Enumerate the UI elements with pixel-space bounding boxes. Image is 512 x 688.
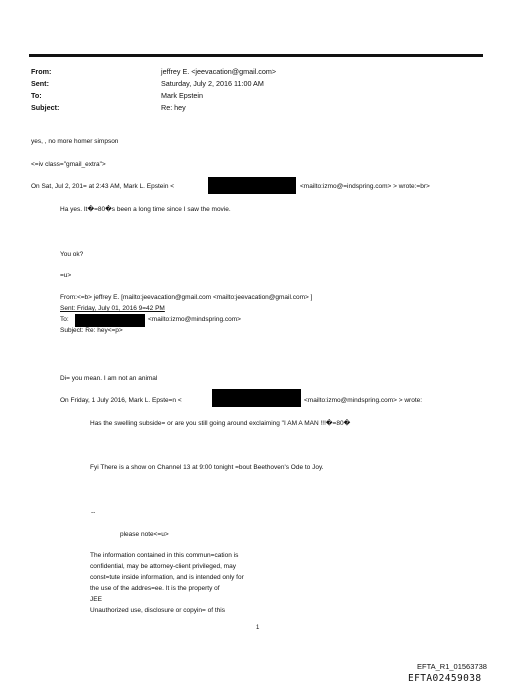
redaction-box-2 (75, 314, 145, 327)
quoted-line-animal: Di= you mean. I am not an animal (60, 375, 158, 382)
bates-ref-1: EFTA_R1_01563738 (417, 662, 487, 671)
redaction-box-3 (212, 389, 301, 407)
sent-label: Sent: (31, 79, 49, 88)
subject-label: Subject: (31, 103, 60, 112)
from-label: From: (31, 67, 52, 76)
body-html-fragment: <=iv class="gmail_extra"> (31, 161, 106, 168)
subject-value: Re: hey (161, 103, 186, 112)
quoted-line-channel-13: Fyi There is a show on Channel 13 at 9:00 tonight =bout Beethoven's Ode to Joy. (90, 464, 324, 471)
disclaimer-line-3: const=tute inside information, and is intended only for (90, 574, 244, 581)
forward-sent-line: Sent: Friday, July 01, 2016 9=42 PM (60, 305, 165, 312)
quoted-line-movie: Ha yes. It�=80�s been a long time since I saw the movie. (60, 206, 231, 213)
to-value: Mark Epstein (161, 91, 203, 100)
quote-header-2-suffix: <mailto:izmo@mindspring.com> > wrote: (304, 397, 423, 404)
quote-header-1-suffix: <mailto:izmo@=indspring.com> > wrote:=br> (300, 183, 430, 190)
bates-ref-2: EFTA02459038 (408, 673, 482, 684)
header-divider (29, 54, 483, 57)
from-value: jeffrey E. <jeevacation@gmail.com> (161, 67, 277, 76)
quoted-html-fragment: =u> (60, 272, 72, 279)
signature-dash: -- (91, 509, 96, 516)
body-reply-line: yes, , no more homer simpson (31, 138, 119, 145)
disclaimer-line-2: confidential, may be attorney-client privileged, may (90, 563, 236, 570)
forward-to-label: To: (60, 316, 69, 323)
disclaimer-line-6: Unauthorized use, disclosure or copyin= of this (90, 607, 225, 614)
quoted-line-you-ok: You ok? (60, 251, 84, 258)
forward-subject-line: Subject: Re: hey<=p> (60, 327, 123, 334)
forward-to-address: <mailto:izmo@mindspring.com> (148, 316, 241, 323)
forward-from-line: From:<=b> jeffrey E. [mailto:jeevacation@gmail.com <mailto:jeevacation@gmail.com> ] (60, 294, 313, 301)
please-note-line: please note<=u> (120, 531, 169, 538)
sent-value: Saturday, July 2, 2016 11:00 AM (161, 79, 264, 88)
disclaimer-line-5: JEE (90, 596, 102, 603)
disclaimer-line-1: The information contained in this commun=cation is (90, 552, 239, 559)
redaction-box-1 (208, 177, 296, 194)
disclaimer-line-4: the use of the addres=ee. It is the property of (90, 585, 220, 592)
page-number: 1 (256, 625, 260, 631)
quote-header-2-prefix: On Friday, 1 July 2016, Mark L. Epste=n < (60, 397, 182, 404)
to-label: To: (31, 91, 42, 100)
quote-header-1-prefix: On Sat, Jul 2, 201= at 2:43 AM, Mark L. Epstein < (31, 183, 175, 190)
quoted-line-swelling: Has the swelling subside= or are you still going around exclaiming "I AM A MAN !!!�=80� (90, 420, 351, 427)
